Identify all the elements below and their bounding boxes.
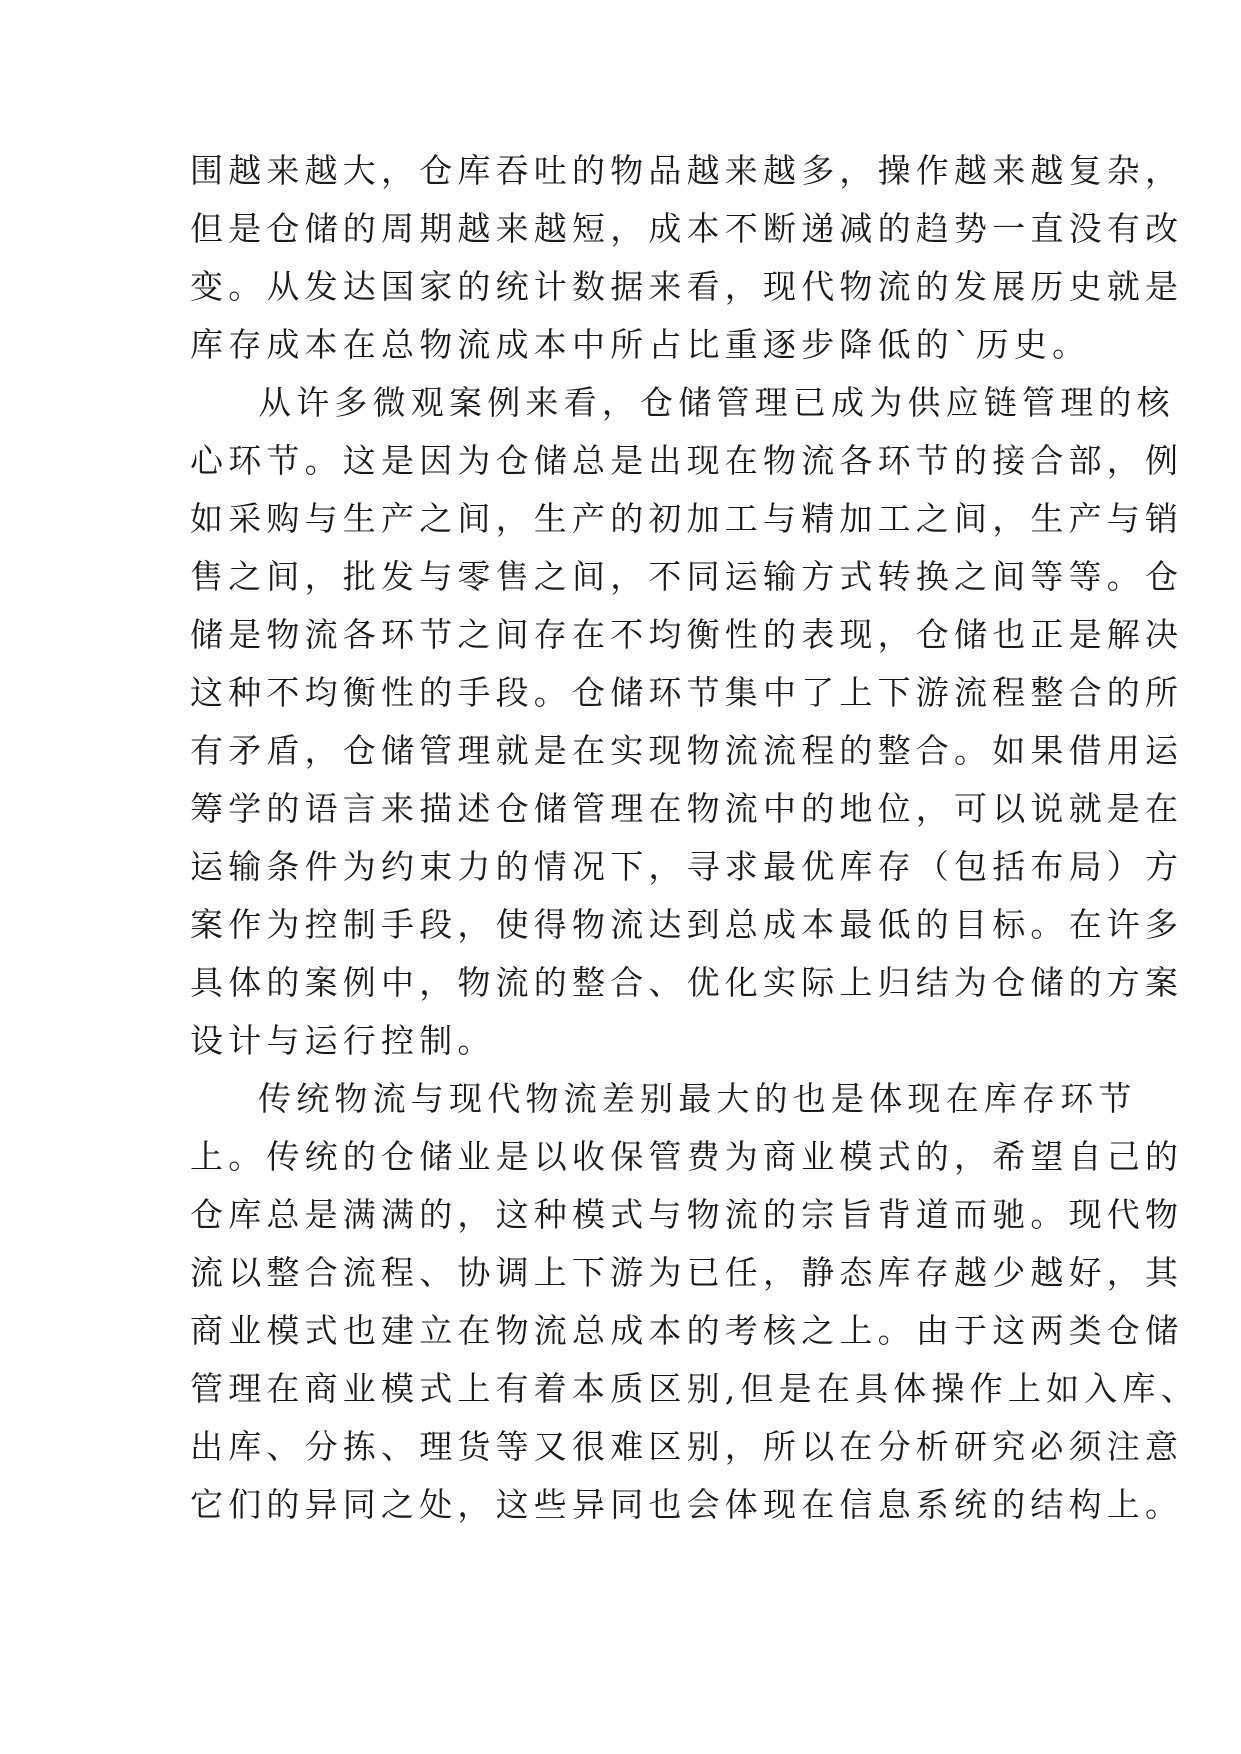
paragraph-2-line-3: 如采购与生产之间，生产的初加工与精加工之间，生产与销 [190,499,1184,538]
paragraph-3-line-2: 上。传统的仓储业是以收保管费为商业模式的，希望自己的 [190,1137,1184,1176]
paragraph-2-line-6: 这种不均衡性的手段。仓储环节集中了上下游流程整合的所 [190,673,1184,712]
paragraph-2-line-9: 运输条件为约束力的情况下，寻求最优库存（包括布局）方 [190,847,1184,886]
paragraph-2-line-11: 具体的案例中，物流的整合、优化实际上归结为仓储的方案 [190,963,1184,1002]
paragraph-3-line-6: 管理在商业模式上有着本质区别,但是在具体操作上如入库、 [190,1369,1199,1408]
paragraph-2-line-12: 设计与运行控制。 [190,1021,496,1060]
paragraph-3-line-1: 传统物流与现代物流差别最大的也是体现在库存环节 [258,1079,1137,1118]
paragraph-2-line-5: 储是物流各环节之间存在不均衡性的表现，仓储也正是解决 [190,615,1184,654]
paragraph-2-line-8: 筹学的语言来描述仓储管理在物流中的地位，可以说就是在 [190,789,1184,828]
paragraph-3-line-8: 它们的异同之处，这些异同也会体现在信息系统的结构上。 [190,1485,1184,1524]
paragraph-1-line-3: 变。从发达国家的统计数据来看，现代物流的发展历史就是 [190,267,1184,306]
paragraph-2-line-10: 案作为控制手段，使得物流达到总成本最低的目标。在许多 [190,905,1184,944]
paragraph-1-line-2: 但是仓储的周期越来越短，成本不断递减的趋势一直没有改 [190,209,1184,248]
paragraph-3-line-4: 流以整合流程、协调上下游为已任，静态库存越少越好，其 [190,1253,1184,1292]
paragraph-1-line-1: 围越来越大，仓库吞吐的物品越来越多，操作越来越复杂， [190,151,1184,190]
paragraph-2-line-1: 从许多微观案例来看，仓储管理已成为供应链管理的核 [258,383,1175,422]
paragraph-2-line-2: 心环节。这是因为仓储总是出现在物流各环节的接合部，例 [190,441,1184,480]
paragraph-2-line-4: 售之间，批发与零售之间，不同运输方式转换之间等等。仓 [190,557,1184,596]
paragraph-3-line-7: 出库、分拣、理货等又很难区别，所以在分析研究必须注意 [190,1427,1184,1466]
paragraph-3-line-3: 仓库总是满满的，这种模式与物流的宗旨背道而驰。现代物 [190,1195,1184,1234]
paragraph-3-line-5: 商业模式也建立在物流总成本的考核之上。由于这两类仓储 [190,1311,1184,1350]
paragraph-2-line-7: 有矛盾，仓储管理就是在实现物流流程的整合。如果借用运 [190,731,1184,770]
paragraph-1-line-4: 库存成本在总物流成本中所占比重逐步降低的`历史。 [190,325,1091,364]
